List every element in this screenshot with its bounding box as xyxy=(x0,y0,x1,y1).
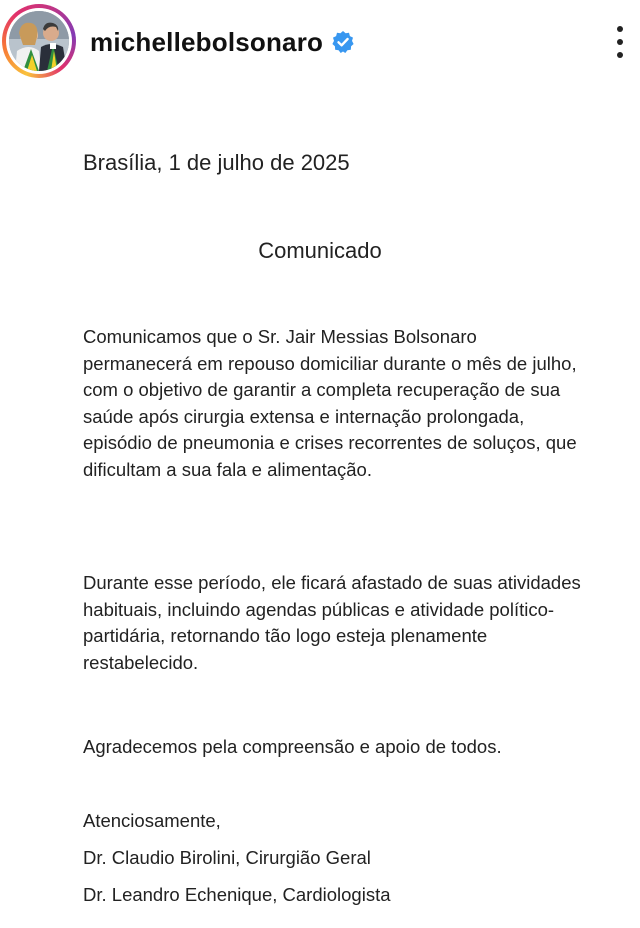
letter-date: Brasília, 1 de julho de 2025 xyxy=(83,150,350,175)
letter-signature: Dr. Claudio Birolini, Cirurgião Geral xyxy=(83,847,371,868)
avatar[interactable] xyxy=(9,11,69,71)
letter-title: Comunicado xyxy=(258,238,382,263)
username[interactable]: michellebolsonaro xyxy=(90,26,324,57)
story-ring[interactable] xyxy=(2,4,76,78)
letter-paragraph: Agradecemos pela compreensão e apoio de todos. xyxy=(83,736,502,757)
letter-paragraph: Comunicamos que o Sr. Jair Messias Bolsonaro permanecerá em repouso domiciliar durante o mês de julho, com o objetivo de garantir a completa recuperação de sua saúde após cirurgia extensa e internação prolongada, episódio de pneumonia e crises recorrentes de soluços, que dificultam a sua fala e alimentação. xyxy=(83,326,577,480)
username-row[interactable] xyxy=(90,24,355,60)
letter-closing: Atenciosamente, xyxy=(83,810,221,831)
verified-badge-icon xyxy=(331,30,355,54)
letter-signature: Dr. Leandro Echenique, Cardiologista xyxy=(83,884,391,905)
more-vertical-icon xyxy=(617,26,623,32)
letter-paragraph: Durante esse período, ele ficará afastado de suas atividades habituais, incluindo agendas públicas e atividade político-partidária, retornando tão logo esteja plenamente restabelecido. xyxy=(83,572,581,673)
post-header xyxy=(0,0,640,84)
post-image-letter xyxy=(0,84,640,928)
more-options-button[interactable] xyxy=(606,20,634,64)
